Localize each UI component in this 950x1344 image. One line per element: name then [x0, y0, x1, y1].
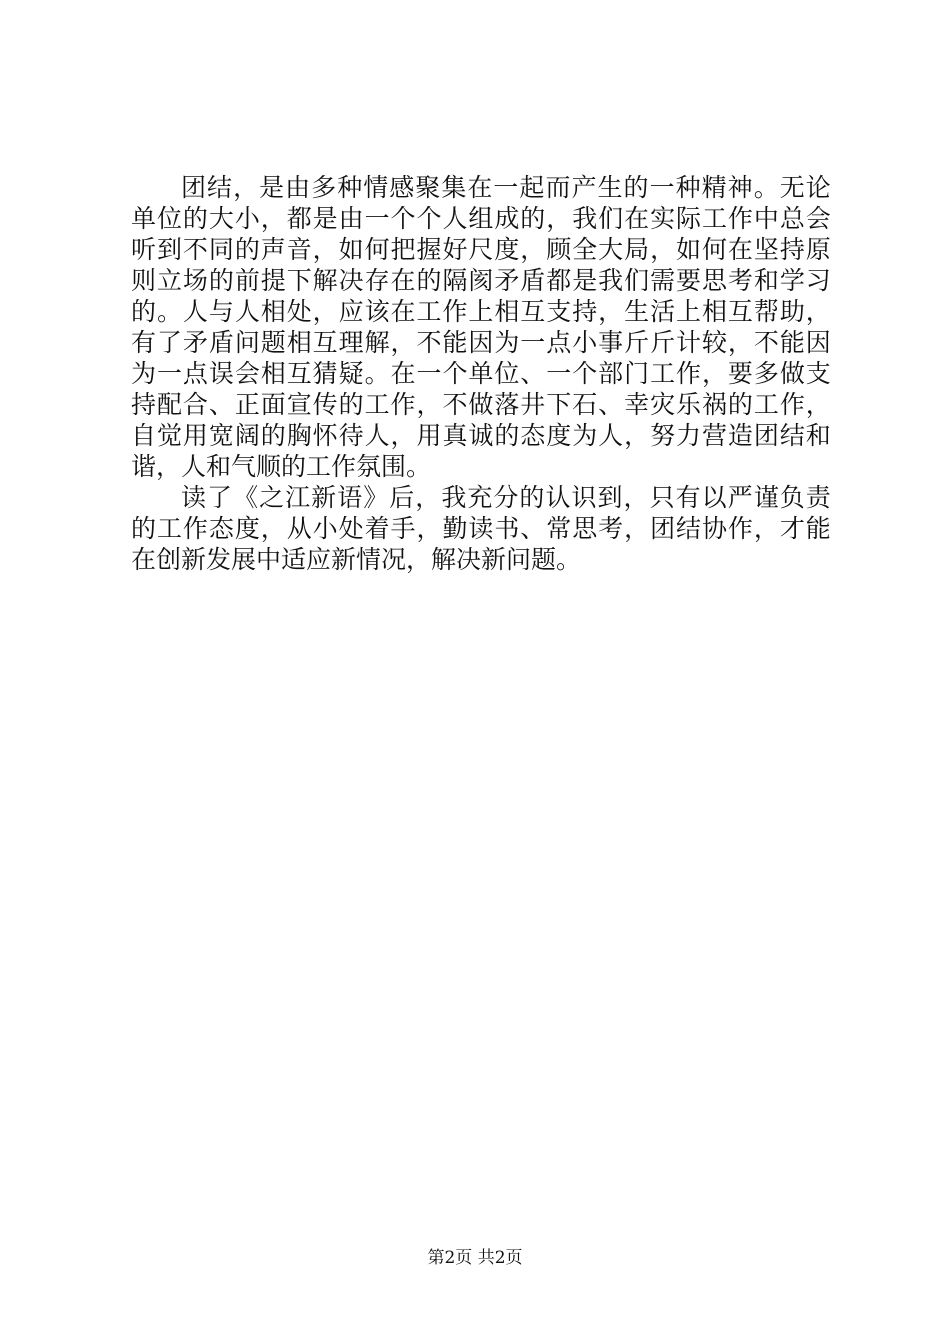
paragraph-conclusion [131, 482, 831, 575]
text-line: 为 一 点 误 会 相 互 猜 疑 。 在 一 个 单 位 、 一 个 部 门 工 作 ， 要 多 做 支 [131, 359, 831, 388]
text-line: 的 工 作 态 度 ， 从 小 处 着 手 ， 勤 读 书 、 常 思 考 ， 团 结 协 作 ， 才 能 [131, 514, 831, 543]
text-line: 则 立 场 的 前 提 下 解 决 存 在 的 隔 阂 矛 盾 都 是 我 们 需 要 思 考 和 学 习 [131, 266, 831, 295]
text-line: 单 位 的 大 小 ， 都 是 由 一 个 个 人 组 成 的 ， 我 们 在 实 际 工 作 中 总 会 [131, 204, 831, 233]
text-line: 持 配 合 、 正 面 宣 传 的 工 作 ， 不 做 落 井 下 石 、 幸 灾 乐 祸 的 工 作 ， [131, 390, 831, 419]
text-line: 在创新发展中适应新情况，解决新问题。 [131, 545, 582, 574]
text-line: 谐，人和气顺的工作氛围。 [131, 452, 432, 481]
page-footer: 第2页 共2页 [427, 1248, 523, 1268]
text-line: 听 到 不 同 的 声 音 ， 如 何 把 握 好 尺 度 ， 顾 全 大 局 ， 如 何 在 坚 持 原 [131, 235, 831, 264]
text-line: 的 。 人 与 人 相 处 ， 应 该 在 工 作 上 相 互 支 持 ， 生 活 上 相 互 帮 助 ， [131, 297, 831, 326]
text-line: 读 了 《 之 江 新 语 》 后 ， 我 充 分 的 认 识 到 ， 只 有 以 严 谨 负 责 [181, 483, 831, 512]
text-line: 团 结 ， 是 由 多 种 情 感 聚 集 在 一 起 而 产 生 的 一 种 精 神 。 无 论 [181, 173, 831, 202]
document-body [131, 172, 831, 575]
text-line: 自 觉 用 宽 阔 的 胸 怀 待 人 ， 用 真 诚 的 态 度 为 人 ， 努 力 营 造 团 结 和 [131, 421, 831, 450]
paragraph-unity [131, 172, 831, 482]
text-line: 有 了 矛 盾 问 题 相 互 理 解 ， 不 能 因 为 一 点 小 事 斤 斤 计 较 ， 不 能 因 [131, 328, 831, 357]
